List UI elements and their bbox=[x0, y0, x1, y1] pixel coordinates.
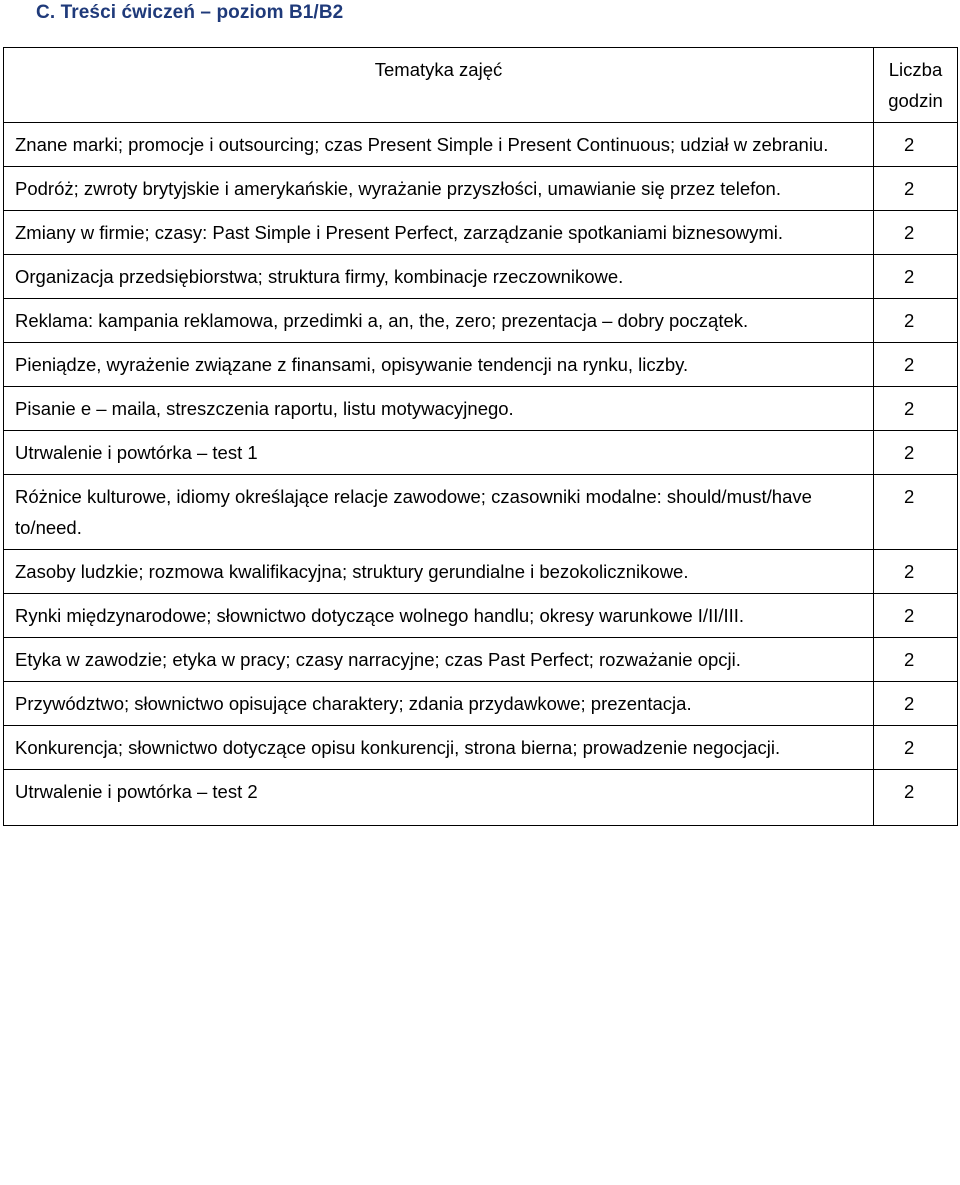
hours-cell: 2 bbox=[874, 770, 958, 826]
table-row bbox=[4, 387, 958, 431]
table-row bbox=[4, 594, 958, 638]
topic-cell: Zasoby ludzkie; rozmowa kwalifikacyjna; struktury gerundialne i bezokolicznikowe. bbox=[4, 550, 874, 594]
table-row bbox=[4, 682, 958, 726]
hours-cell: 2 bbox=[874, 638, 958, 682]
hours-cell: 2 bbox=[874, 255, 958, 299]
table-row bbox=[4, 211, 958, 255]
hours-cell: 2 bbox=[874, 343, 958, 387]
table-row bbox=[4, 726, 958, 770]
hours-cell: 2 bbox=[874, 387, 958, 431]
column-header-topic: Tematyka zajęć bbox=[4, 48, 874, 123]
table-row bbox=[4, 431, 958, 475]
table-row bbox=[4, 475, 958, 550]
table-row bbox=[4, 638, 958, 682]
hours-cell: 2 bbox=[874, 682, 958, 726]
topic-cell: Utrwalenie i powtórka – test 1 bbox=[4, 431, 874, 475]
topic-cell: Utrwalenie i powtórka – test 2 bbox=[4, 770, 874, 826]
topic-cell: Pisanie e – maila, streszczenia raportu, listu motywacyjnego. bbox=[4, 387, 874, 431]
hours-cell: 2 bbox=[874, 123, 958, 167]
topic-cell: Przywództwo; słownictwo opisujące charaktery; zdania przydawkowe; prezentacja. bbox=[4, 682, 874, 726]
topic-cell: Organizacja przedsiębiorstwa; struktura firmy, kombinacje rzeczownikowe. bbox=[4, 255, 874, 299]
topic-cell: Podróż; zwroty brytyjskie i amerykańskie, wyrażanie przyszłości, umawianie się przez telefon. bbox=[4, 167, 874, 211]
column-header-hours: Liczba godzin bbox=[874, 48, 958, 123]
hours-cell: 2 bbox=[874, 550, 958, 594]
table-header-row bbox=[4, 48, 958, 123]
topic-cell: Reklama: kampania reklamowa, przedimki a, an, the, zero; prezentacja – dobry początek. bbox=[4, 299, 874, 343]
table-row bbox=[4, 550, 958, 594]
topic-cell: Etyka w zawodzie; etyka w pracy; czasy narracyjne; czas Past Perfect; rozważanie opcji. bbox=[4, 638, 874, 682]
topic-cell: Konkurencja; słownictwo dotyczące opisu konkurencji, strona bierna; prowadzenie negocjacji. bbox=[4, 726, 874, 770]
table-row bbox=[4, 123, 958, 167]
topic-cell: Zmiany w firmie; czasy: Past Simple i Present Perfect, zarządzanie spotkaniami biznesowymi. bbox=[4, 211, 874, 255]
table-row bbox=[4, 299, 958, 343]
hours-cell: 2 bbox=[874, 594, 958, 638]
hours-cell: 2 bbox=[874, 299, 958, 343]
table-row bbox=[4, 770, 958, 826]
hours-cell: 2 bbox=[874, 211, 958, 255]
table-row bbox=[4, 343, 958, 387]
topic-cell: Różnice kulturowe, idiomy określające relacje zawodowe; czasowniki modalne: should/must/have to/need. bbox=[4, 475, 874, 550]
hours-cell: 2 bbox=[874, 431, 958, 475]
table-row bbox=[4, 167, 958, 211]
course-topics-table bbox=[3, 47, 958, 826]
hours-cell: 2 bbox=[874, 167, 958, 211]
topic-cell: Pieniądze, wyrażenie związane z finansami, opisywanie tendencji na rynku, liczby. bbox=[4, 343, 874, 387]
topic-cell: Rynki międzynarodowe; słownictwo dotyczące wolnego handlu; okresy warunkowe I/II/III. bbox=[4, 594, 874, 638]
table-row bbox=[4, 255, 958, 299]
hours-cell: 2 bbox=[874, 475, 958, 550]
hours-cell: 2 bbox=[874, 726, 958, 770]
topic-cell: Znane marki; promocje i outsourcing; czas Present Simple i Present Continuous; udział w zebraniu. bbox=[4, 123, 874, 167]
section-heading: C. Treści ćwiczeń – poziom B1/B2 bbox=[36, 2, 344, 23]
